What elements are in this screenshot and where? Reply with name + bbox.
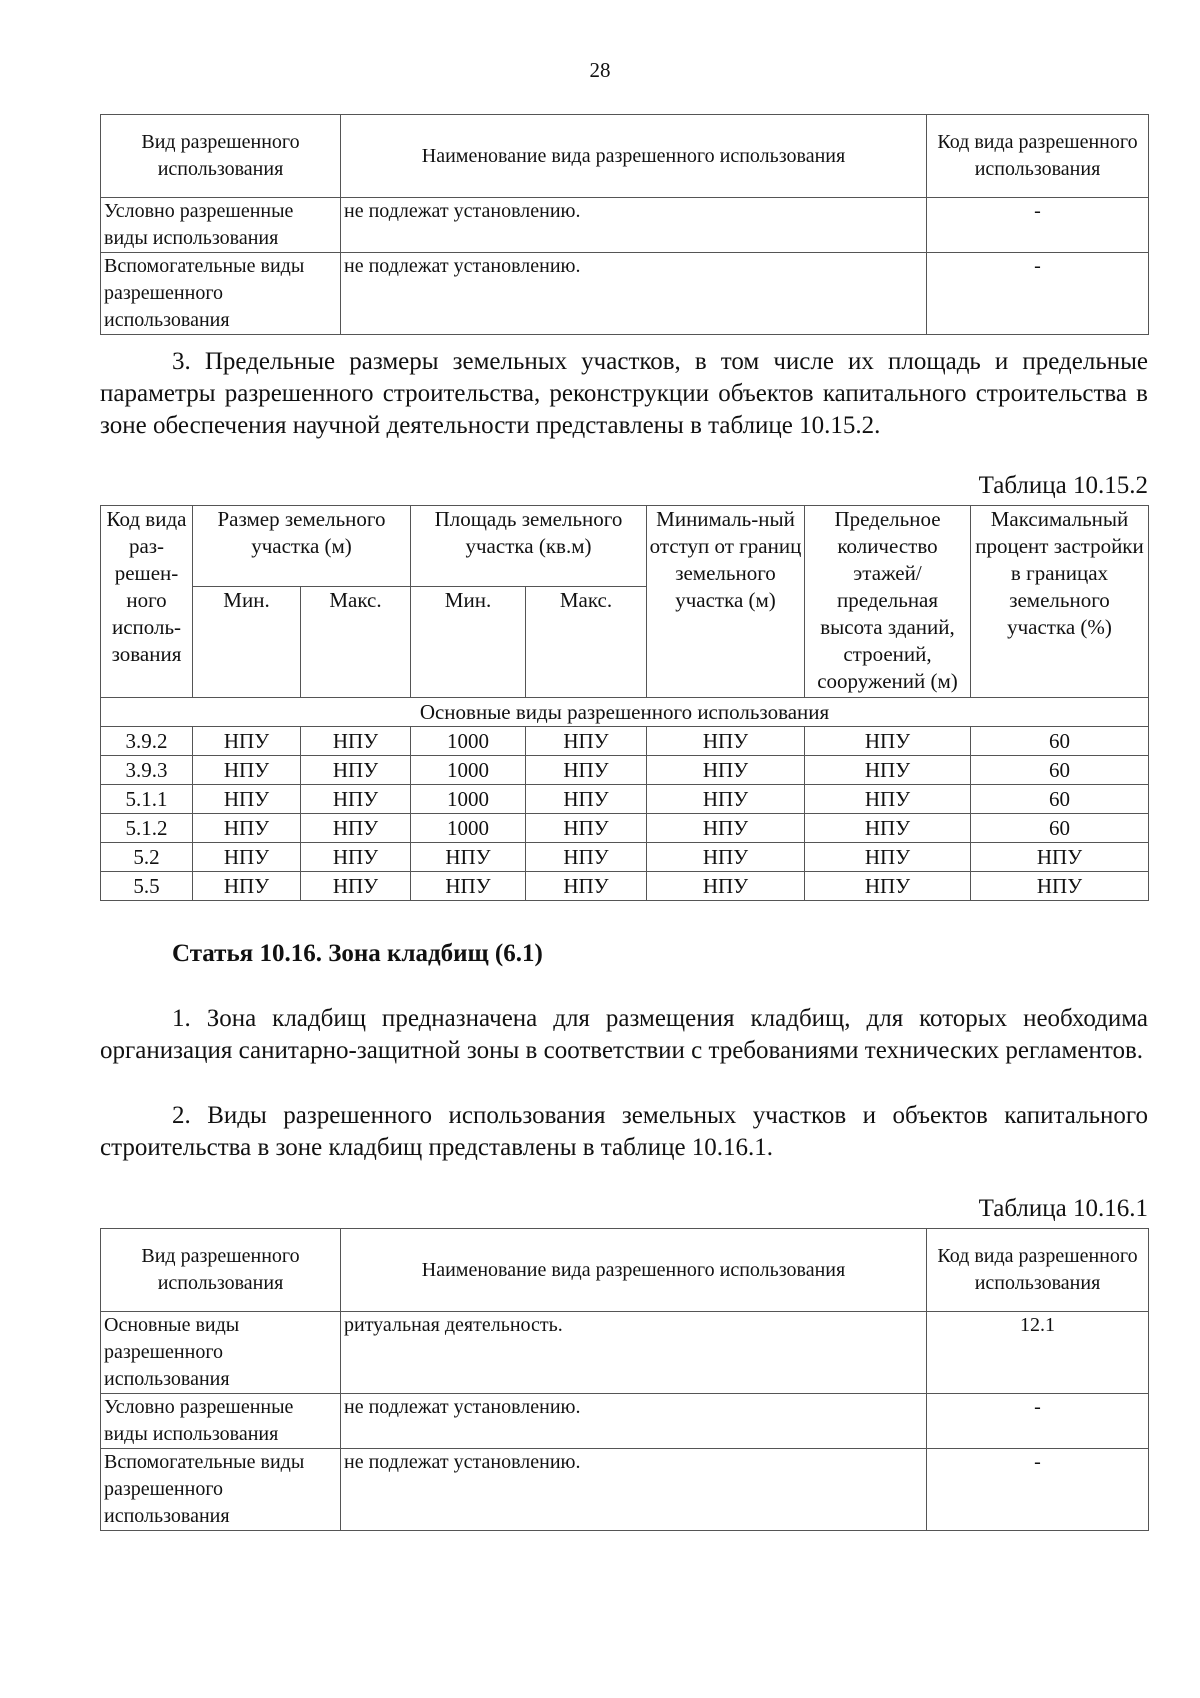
cell-size-min: НПУ — [193, 785, 301, 814]
cell-area-min: 1000 — [411, 814, 526, 843]
cell-size-max: НПУ — [301, 727, 411, 756]
table-caption-10-16-1: Таблица 10.16.1 — [978, 1195, 1148, 1222]
header-size-max: Макс. — [301, 587, 411, 698]
header-kind: Вид разрешенного использования — [101, 1229, 341, 1312]
article-paragraph-2: 2. Виды разрешенного использования земельных участков и объектов капитального строительства в зоне кладбищ представлены в таблице 10.16.1. — [100, 1102, 1148, 1161]
row-name: не подлежат установлению. — [341, 1394, 927, 1449]
article-heading: Статья 10.16. Зона кладбищ (6.1) — [172, 940, 543, 967]
cell-setback: НПУ — [647, 814, 805, 843]
cell-floors: НПУ — [805, 785, 971, 814]
row-name: ритуальная деятельность. — [341, 1312, 927, 1394]
cell-area-max: НПУ — [526, 785, 647, 814]
row-name: не подлежат установлению. — [341, 198, 927, 253]
table-row — [101, 872, 1149, 901]
table-caption-10-15-2: Таблица 10.15.2 — [978, 472, 1148, 499]
cell-setback: НПУ — [647, 843, 805, 872]
cell-floors: НПУ — [805, 843, 971, 872]
cell-size-max: НПУ — [301, 785, 411, 814]
header-size-min: Мин. — [193, 587, 301, 698]
cell-area-max: НПУ — [526, 727, 647, 756]
cell-code: 5.2 — [101, 843, 193, 872]
header-name: Наименование вида разрешенного использования — [341, 115, 927, 198]
cell-area-max: НПУ — [526, 756, 647, 785]
cell-area-min: НПУ — [411, 843, 526, 872]
table-row — [101, 1449, 1149, 1531]
header-code: Код вида раз-решен-ного исполь-зования — [101, 506, 193, 698]
header-coverage: Максимальный процент застройки в границах земельного участка (%) — [971, 506, 1149, 698]
cell-area-min: НПУ — [411, 872, 526, 901]
table-header-row — [101, 506, 1149, 587]
cell-setback: НПУ — [647, 785, 805, 814]
row-code: 12.1 — [927, 1312, 1149, 1394]
paragraph-3: 3. Предельные размеры земельных участков, в том числе их площадь и предельные параметры разрешенного строительства, реконструкции объектов капитального строительства в зоне обеспечения научной деятельности представлены в таблице 10.15.2. — [100, 348, 1148, 439]
row-kind: Условно разрешенные виды использования — [101, 198, 341, 253]
cell-floors: НПУ — [805, 756, 971, 785]
cell-coverage: 60 — [971, 785, 1149, 814]
cell-size-min: НПУ — [193, 814, 301, 843]
row-code: - — [927, 1449, 1149, 1531]
cell-size-min: НПУ — [193, 727, 301, 756]
cell-size-min: НПУ — [193, 843, 301, 872]
header-area-max: Макс. — [526, 587, 647, 698]
header-floors: Предельное количество этажей/ предельная высота зданий, строений, сооружений (м) — [805, 506, 971, 698]
table-row — [101, 1394, 1149, 1449]
header-kind: Вид разрешенного использования — [101, 115, 341, 198]
cell-size-max: НПУ — [301, 872, 411, 901]
section-row — [101, 698, 1149, 727]
table-row — [101, 785, 1149, 814]
cell-floors: НПУ — [805, 727, 971, 756]
cell-coverage: 60 — [971, 756, 1149, 785]
cell-coverage: НПУ — [971, 843, 1149, 872]
cell-code: 3.9.3 — [101, 756, 193, 785]
cell-floors: НПУ — [805, 872, 971, 901]
cell-coverage: 60 — [971, 727, 1149, 756]
row-kind: Вспомогательные виды разрешенного использования — [101, 1449, 341, 1531]
cell-code: 3.9.2 — [101, 727, 193, 756]
row-name: не подлежат установлению. — [341, 1449, 927, 1531]
row-code: - — [927, 1394, 1149, 1449]
cell-area-min: 1000 — [411, 785, 526, 814]
table-row — [101, 843, 1149, 872]
cell-setback: НПУ — [647, 872, 805, 901]
cell-size-min: НПУ — [193, 872, 301, 901]
row-kind: Основные виды разрешенного использования — [101, 1312, 341, 1394]
cell-size-max: НПУ — [301, 756, 411, 785]
row-code: - — [927, 198, 1149, 253]
table-row — [101, 1312, 1149, 1394]
cell-size-max: НПУ — [301, 843, 411, 872]
table-10-15-1-continued — [100, 114, 1149, 335]
cell-coverage: 60 — [971, 814, 1149, 843]
header-name: Наименование вида разрешенного использования — [341, 1229, 927, 1312]
cell-code: 5.5 — [101, 872, 193, 901]
cell-setback: НПУ — [647, 727, 805, 756]
cell-code: 5.1.1 — [101, 785, 193, 814]
page-number: 28 — [589, 58, 611, 82]
table-row — [101, 727, 1149, 756]
row-kind: Вспомогательные виды разрешенного использования — [101, 253, 341, 335]
cell-size-max: НПУ — [301, 814, 411, 843]
cell-setback: НПУ — [647, 756, 805, 785]
table-row — [101, 253, 1149, 335]
cell-size-min: НПУ — [193, 756, 301, 785]
table-10-16-1 — [100, 1228, 1149, 1531]
section-label: Основные виды разрешенного использования — [101, 698, 1149, 727]
table-10-15-2 — [100, 505, 1149, 901]
cell-coverage: НПУ — [971, 872, 1149, 901]
cell-area-max: НПУ — [526, 843, 647, 872]
cell-floors: НПУ — [805, 814, 971, 843]
table-row — [101, 814, 1149, 843]
table-row — [101, 756, 1149, 785]
row-name: не подлежат установлению. — [341, 253, 927, 335]
table-header-row — [101, 1229, 1149, 1312]
cell-code: 5.1.2 — [101, 814, 193, 843]
row-kind: Условно разрешенные виды использования — [101, 1394, 341, 1449]
header-setback: Минималь-ный отступ от границ земельного участка (м) — [647, 506, 805, 698]
header-code: Код вида разрешенного использования — [927, 1229, 1149, 1312]
table-row — [101, 198, 1149, 253]
header-plot-size: Размер земельного участка (м) — [193, 506, 411, 587]
cell-area-min: 1000 — [411, 756, 526, 785]
header-area-min: Мин. — [411, 587, 526, 698]
article-paragraph-1: 1. Зона кладбищ предназначена для размещения кладбищ, для которых необходима организация санитарно-защитной зоны в соответствии с требованиями технических регламентов. — [100, 1005, 1148, 1064]
header-code: Код вида разрешенного использования — [927, 115, 1149, 198]
header-plot-area: Площадь земельного участка (кв.м) — [411, 506, 647, 587]
row-code: - — [927, 253, 1149, 335]
cell-area-max: НПУ — [526, 814, 647, 843]
cell-area-min: 1000 — [411, 727, 526, 756]
table-header-row — [101, 115, 1149, 198]
cell-area-max: НПУ — [526, 872, 647, 901]
